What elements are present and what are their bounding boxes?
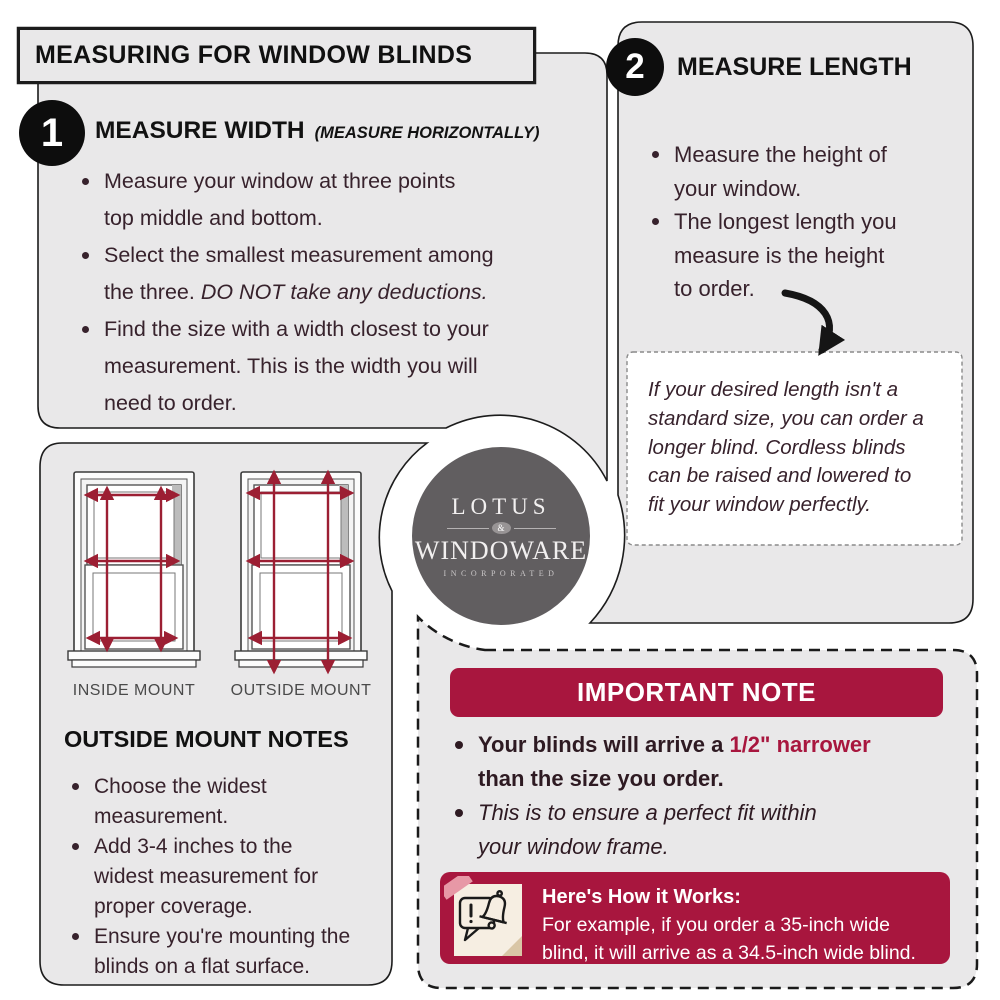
step2-heading: MEASURE LENGTH (677, 53, 912, 81)
bullet-line: Select the smallest measurement among (104, 243, 494, 267)
bullet-line-plain: the three. (104, 280, 201, 304)
outside-mount-notes-heading: OUTSIDE MOUNT NOTES (64, 726, 349, 752)
bullet-line: your window frame. (478, 834, 669, 859)
bullet-dot (455, 809, 463, 817)
list-item (82, 311, 494, 422)
bullet-line: proper coverage. (94, 895, 253, 918)
step1-number-badge: 1 (19, 100, 85, 166)
brand-logo-line3: INCORPORATED (443, 569, 559, 578)
note-line: standard size, you can order a (648, 406, 924, 430)
bullet-line: widest measurement for (94, 865, 319, 888)
step2-number-badge: 2 (606, 38, 664, 96)
callout-line: blind, it will arrive as a 34.5-inch wide blind. (542, 941, 916, 964)
bullet-line: blinds on a flat surface. (94, 955, 310, 978)
bullet-line: to order. (674, 276, 755, 301)
bullet-line-plain: Your blinds will arrive a (478, 732, 730, 757)
step1-bullet-list (82, 163, 494, 422)
callout-line: For example, if you order a 35-inch wide (542, 914, 890, 936)
list-item (82, 237, 494, 311)
list-item (72, 922, 350, 982)
outside-mount-label: OUTSIDE MOUNT (230, 682, 372, 699)
list-item (82, 163, 494, 237)
bullet-line-italic: DO NOT take any deductions. (200, 280, 488, 304)
step1-subnote: (MEASURE HORIZONTALLY) (314, 124, 540, 142)
brand-logo-line2: WINDOWARE (414, 536, 588, 565)
bullet-dot (652, 151, 659, 158)
list-item (652, 205, 897, 306)
page-title-text: MEASURING FOR WINDOW BLINDS (35, 41, 473, 69)
bullet-line: measurement. This is the width you will (104, 354, 478, 378)
bullet-line: top middle and bottom. (104, 206, 323, 230)
bullet-line: than the size you order. (478, 766, 724, 791)
step2-bullet-list (652, 138, 897, 306)
bullet-line: Ensure you're mounting the (94, 925, 351, 948)
step1-heading-text: MEASURE WIDTH (95, 117, 305, 144)
bullet-dot (82, 178, 89, 185)
note-line: fit your window perfectly. (648, 493, 871, 517)
callout-title: Here's How it Works: (542, 886, 741, 908)
brand-logo (411, 494, 591, 578)
bullet-dot (72, 933, 79, 940)
list-item (72, 772, 350, 832)
brand-logo-divider (411, 522, 591, 534)
bullet-dot (82, 326, 89, 333)
alert-bell-note-icon (444, 876, 532, 964)
divider (447, 528, 489, 529)
bullet-line: Choose the widest (94, 775, 267, 798)
list-item (455, 796, 871, 864)
bullet-dot (82, 252, 89, 259)
note-line: longer blind. Cordless blinds (648, 435, 906, 459)
inside-mount-label: INSIDE MOUNT (72, 682, 196, 699)
bullet-dot (652, 218, 659, 225)
important-note-bullet-list (455, 728, 871, 864)
inside-mount-diagram (62, 462, 206, 680)
bullet-line (104, 274, 494, 311)
important-note-header: IMPORTANT NOTE (576, 677, 817, 707)
bullet-line: your window. (674, 175, 802, 201)
note-line: If your desired length isn't a (648, 378, 899, 401)
list-item (652, 138, 897, 205)
callout-body (542, 912, 916, 967)
bullet-dot (455, 741, 463, 749)
divider (514, 528, 556, 529)
bullet-line: measurement. (94, 805, 229, 828)
bullet-line: Find the size with a width closest to your (104, 317, 489, 341)
note-line: can be raised and lowered to (648, 464, 912, 488)
outside-mount-diagram (228, 462, 374, 680)
ampersand-badge: & (492, 522, 511, 534)
list-item (455, 728, 871, 796)
bullet-dot (72, 783, 79, 790)
bullet-line: The longest length you (674, 209, 897, 234)
length-note-text (648, 376, 924, 520)
bullet-line (478, 728, 871, 762)
mount-notes-bullet-list (72, 772, 350, 982)
bullet-line-highlight: 1/2" narrower (729, 732, 871, 757)
brand-logo-line1: LOTUS (451, 494, 551, 519)
list-item (72, 832, 350, 922)
bullet-line: Add 3-4 inches to the (94, 835, 293, 858)
bullet-line: measure is the height (674, 242, 885, 268)
bullet-line: need to order. (104, 391, 237, 415)
bullet-line: Measure your window at three points (104, 169, 456, 193)
bullet-line: Measure the height of (674, 142, 887, 167)
step1-heading (95, 117, 539, 145)
page-title (18, 28, 535, 83)
bullet-line: This is to ensure a perfect fit within (478, 800, 817, 825)
bullet-dot (72, 843, 79, 850)
